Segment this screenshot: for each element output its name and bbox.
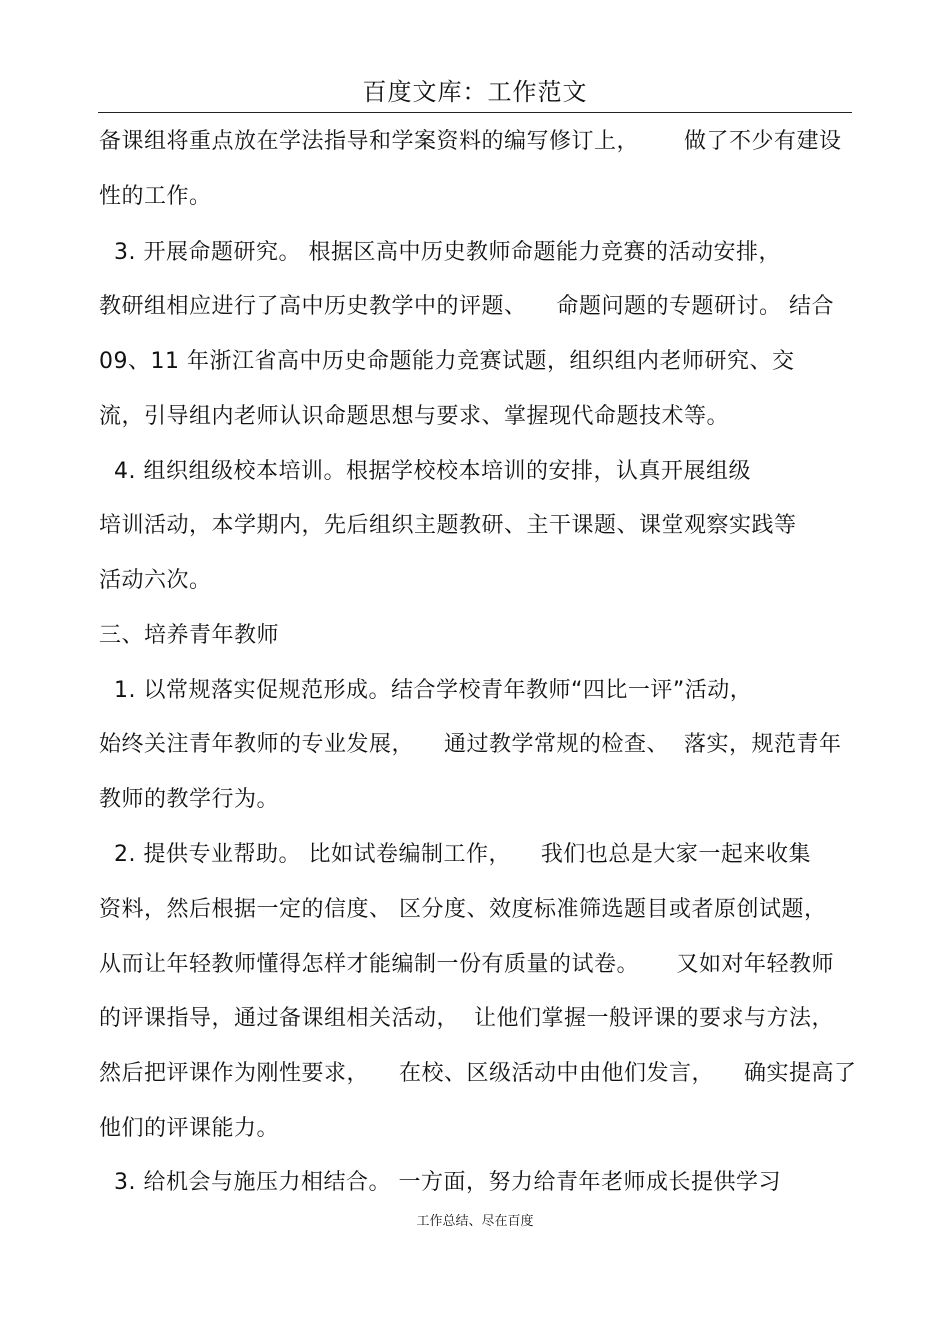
body-line: 2. 提供专业帮助。 比如试卷编制工作， 我们也总是大家一起来收集 (99, 842, 811, 867)
body-line: 性的工作。 (99, 184, 212, 209)
body-line: 活动六次。 (99, 568, 212, 593)
section-heading: 三、培养青年教师 (99, 623, 280, 648)
body-line: 教研组相应进行了高中历史教学中的评题、 命题问题的专题研讨。 结合 (99, 294, 834, 319)
body-line: 3. 给机会与施压力相结合。 一方面，努力给青年老师成长提供学习 (99, 1170, 781, 1195)
body-line: 资料，然后根据一定的信度、 区分度、效度标准筛选题目或者原创试题， (99, 897, 827, 922)
page-footer: 工作总结、尽在百度 (416, 1214, 534, 1229)
body-line: 始终关注青年教师的专业发展， 通过教学常规的检查、 落实，规范青年 (99, 732, 842, 757)
body-line: 然后把评课作为刚性要求， 在校、区级活动中由他们发言， 确实提高了 (99, 1061, 857, 1086)
body-line: 流，引导组内老师认识命题思想与要求、掌握现代命题技术等。 (99, 404, 730, 429)
body-line: 从而让年轻教师懂得怎样才能编制一份有质量的试卷。 又如对年轻教师 (99, 952, 834, 977)
body-line: 3. 开展命题研究。 根据区高中历史教师命题能力竞赛的活动安排， (99, 240, 781, 265)
body-line: 他们的评课能力。 (99, 1116, 280, 1141)
body-line: 教师的教学行为。 (99, 787, 280, 812)
body-line: 备课组将重点放在学法指导和学案资料的编写修订上， 做了不少有建设 (99, 129, 842, 154)
body-line: 09、11 年浙江省高中历史命题能力竞赛试题，组织组内老师研究、交 (99, 349, 795, 374)
body-line: 1. 以常规落实促规范形成。结合学校青年教师“四比一评”活动， (99, 678, 753, 703)
page-header-title: 百度文库：工作范文 (362, 78, 588, 106)
body-line: 的评课指导，通过备课组相关活动， 让他们掌握一般评课的要求与方法， (99, 1006, 834, 1031)
body-line: 培训活动，本学期内，先后组织主题教研、主干课题、课堂观察实践等 (99, 513, 797, 538)
header-divider (98, 112, 852, 113)
body-line: 4. 组织组级校本培训。根据学校校本培训的安排，认真开展组级 (99, 459, 751, 484)
